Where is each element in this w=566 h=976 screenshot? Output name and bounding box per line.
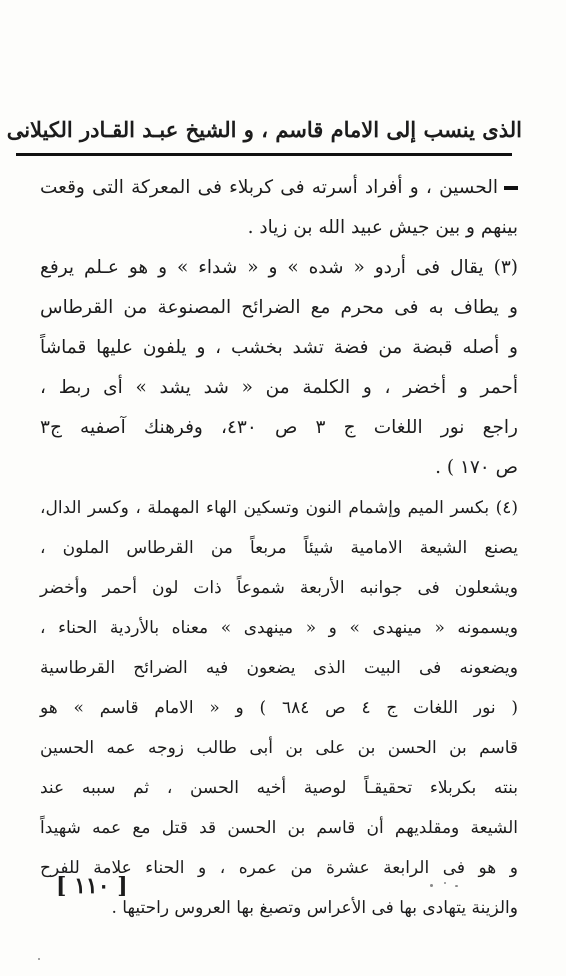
text-line-8: ص ١٧٠ ) . [435, 457, 518, 478]
text-line-16: بنته بكربلاء تحقيقـاً لوصية أخيه الحسن ، ثم سببه عند [40, 778, 518, 798]
footnotes-body [40, 168, 518, 928]
text-line-14: ( نور اللغات ج ٤ ص ٦٨٤ ) و « الامام قاسم » هو [40, 698, 518, 718]
continuation-dash-icon [504, 186, 518, 190]
text-line-3: (٣) يقال فى أردو « شده » و « شداء » و هو عـلم يرفع [40, 257, 518, 278]
text-line-4: و يطاف به فى محرم مع الضرائح المصنوعة من القرطاس [40, 297, 518, 318]
text-line-13: ويضعونه فى البيت الذى يضعون فيه الضرائح القرطاسية [40, 658, 518, 678]
text-line-1: الحسين ، و أفراد أسرته فى كربلاء فى المعركة التى وقعت [40, 168, 518, 208]
running-head: الذى ينسب إلى الامام قاسم ، و الشيخ عبـد القـادر الكيلانى [6, 117, 522, 142]
text-line-6: أحمر و أخضر ، و الكلمة من « شد يشد » أى ربط ، [40, 377, 518, 398]
text-line-18: و هو فى الرابعة عشرة من عمره ، و الحناء علامة للفرح [40, 858, 518, 878]
header-rule [16, 153, 512, 156]
text-line-19: والزينة يتهادى بها فى الأعراس وتصبغ بها العروس راحتيها . [111, 898, 518, 918]
paper-speck [430, 884, 433, 887]
text-line-9: (٤) بكسر الميم وإشمام النون وتسكين الهاء المهملة ، وكسر الدال، [40, 498, 518, 518]
text-line-2: بينهم و بين جيش عبيد الله بن زياد . [247, 217, 518, 238]
text-line-12: ويسمونه « مينهدى » و « مينهدى » معناه بالأردية الحناء ، [40, 618, 518, 638]
page-number: [ ١١٠ ] [56, 873, 128, 899]
text-line-7: راجع نور اللغات ج ٣ ص ٤٣٠، وفرهنك آصفيه ج٣ [40, 417, 518, 438]
text-line-17: الشيعة ومقلديهم أن قاسم بن الحسن قد قتل مع عمه شهيداً [40, 818, 518, 838]
paper-speck [444, 882, 446, 884]
paper-speck [455, 885, 458, 887]
text-line-10: يصنع الشيعة الامامية شيئاً مربعاً من القرطاس الملون ، [40, 538, 518, 558]
text-line-5: و أصله قبضة من فضة تشد بخشب ، و يلفون عليها قماشاً [40, 337, 518, 358]
text-line-11: ويشعلون فى جوانبه الأربعة شموعاً ذات لون أحمر وأخضر [40, 578, 518, 598]
paper-speck [38, 958, 40, 960]
text-line-15: قاسم بن الحسن بن على بن أبى طالب زوجه عمه الحسين [40, 738, 518, 758]
